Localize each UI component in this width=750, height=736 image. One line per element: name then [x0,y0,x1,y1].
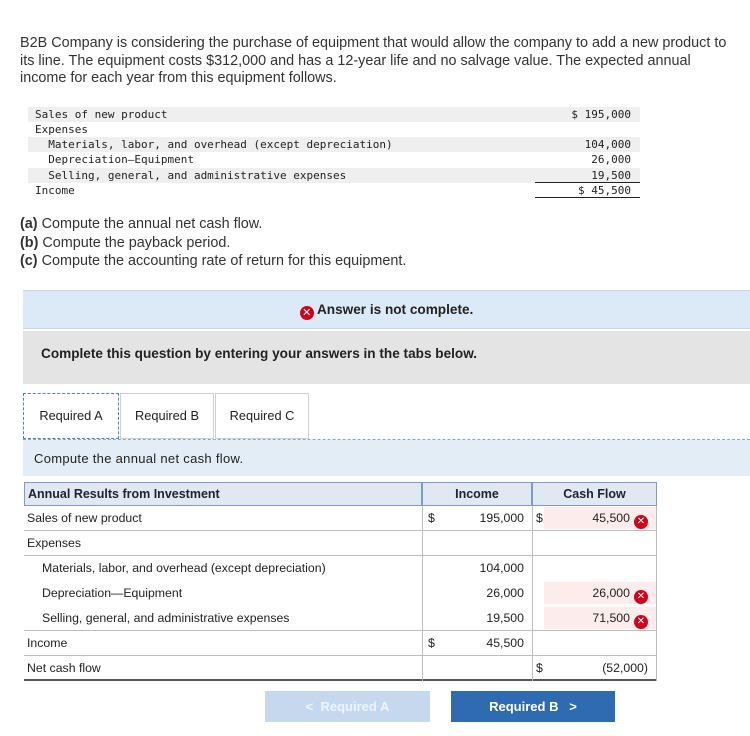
currency-symbol: $ [536,511,543,525]
cash-flow-input[interactable]: 45,500 ✕ [544,507,656,529]
cash-flow-input[interactable] [544,557,656,579]
answer-table [24,482,657,680]
header-income: Income [422,482,532,506]
cash-flow-input[interactable]: 26,000 ✕ [544,582,656,604]
statement-row: Selling, general, and administrative expenses 19,500 [28,168,640,183]
income-input[interactable]: 195,000 [479,511,524,525]
income-input[interactable]: 104,000 [479,561,524,575]
net-cash-flow-input[interactable]: (52,000) [602,661,648,675]
tab-required-a[interactable]: Required A [23,393,119,439]
row-label: Materials, labor, and overhead (except depreciation) [42,561,326,575]
row-label: Sales of new product [27,511,142,525]
instruction-text: Complete this question by entering your answers in the tabs below. [41,346,478,361]
statement-row: Depreciation—Equipment 26,000 [35,153,631,166]
error-icon: ✕ [634,515,648,529]
question-item: (a) Compute the annual net cash flow. [20,216,263,232]
currency-symbol: $ [428,636,435,650]
header-label: Annual Results from Investment [24,482,422,506]
row-label: Depreciation—Equipment [42,586,183,600]
income-input[interactable]: 26,000 [486,586,524,600]
tab-required-c[interactable]: Required C [215,393,309,439]
question-item: (b) Compute the payback period. [20,234,231,251]
answer-status-text: Answer is not complete. [316,302,474,317]
error-icon: ✕ [634,590,648,604]
total-underline [535,197,640,198]
currency-symbol: $ [428,511,435,525]
row-label: Expenses [27,536,82,550]
problem-intro: B2B Company is considering the purchase of equipment that would allow the company to add a new product to its line. The equipment costs $312,000 and has a 12-year life and no salvage value. The expected annual income for each year from this equipment follows. [20,35,727,86]
error-icon: ✕ [634,615,648,629]
question-item: (c) Compute the accounting rate of return for this equipment. [20,253,407,269]
cash-flow-input[interactable]: 71,500 ✕ [544,607,656,629]
error-icon: ✕ [300,306,314,320]
statement-row: Materials, labor, and overhead (except depreciation) 104,000 [28,137,640,152]
row-label: Income [27,636,68,650]
instruction-bar [23,331,750,384]
currency-symbol: $ [536,661,543,675]
next-tab-button[interactable]: Required B > [451,691,615,722]
tab-required-b[interactable]: Required B [120,393,214,439]
income-input[interactable]: 45,500 [486,636,524,650]
previous-tab-button[interactable]: < Required A [265,691,430,722]
statement-row: Expenses [35,123,88,136]
header-cash-flow: Cash Flow [532,482,657,506]
statement-row: Income $ 45,500 [35,184,631,197]
answer-status-banner [23,290,750,329]
tab-panel-header [23,440,750,476]
question-list [20,215,406,271]
panel-prompt: Compute the annual net cash flow. [34,451,244,466]
chevron-left-icon: < [305,699,314,714]
row-label: Selling, general, and administrative expenses [42,611,290,625]
income-input[interactable]: 19,500 [486,611,524,625]
chevron-right-icon: > [569,699,577,714]
statement-row: Sales of new product $ 195,000 [28,107,640,122]
row-label: Net cash flow [27,661,101,675]
